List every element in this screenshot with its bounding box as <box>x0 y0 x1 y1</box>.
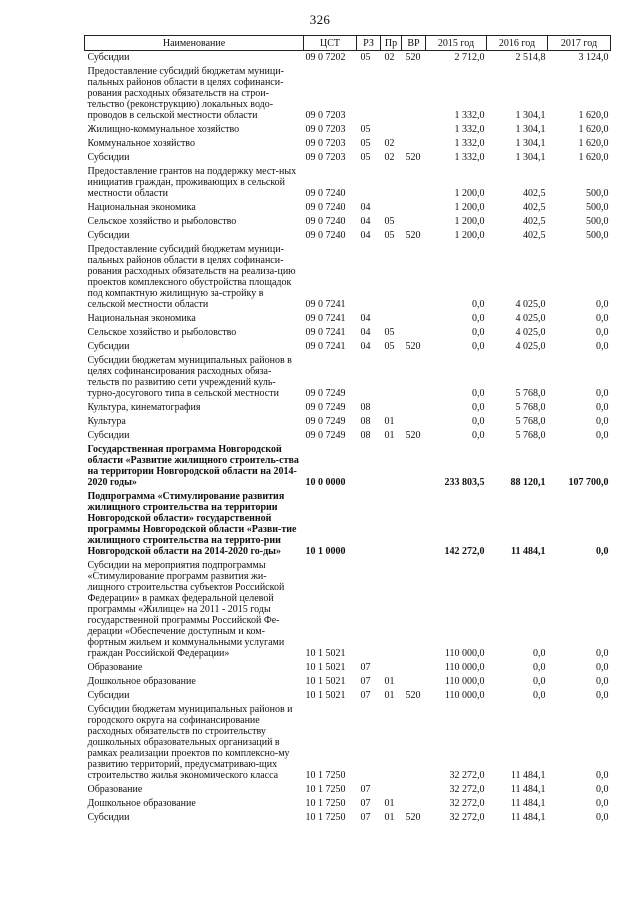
row-rz: 07 <box>360 784 371 795</box>
row-cst: 09 0 7241 <box>305 313 346 324</box>
row-rz <box>357 703 381 783</box>
row-rz: 08 <box>360 430 371 441</box>
row-rz <box>357 354 381 401</box>
row-2015: 110 000,0 <box>444 662 485 673</box>
row-rz: 05 <box>360 152 371 163</box>
row-2016: 11 484,1 <box>510 812 546 823</box>
row-2016: 0,0 <box>533 662 546 673</box>
row-name: Сельское хозяйство и рыболовство <box>87 216 237 227</box>
row-cst: 10 1 7250 <box>305 812 346 823</box>
row-2017: 0,0 <box>596 341 609 352</box>
row-cst: 10 1 0000 <box>305 546 346 557</box>
table-row <box>85 201 611 215</box>
row-pr <box>381 490 402 559</box>
row-pr: 01 <box>384 798 395 809</box>
table-row <box>85 429 611 443</box>
row-name: Субсидии <box>87 152 130 163</box>
row-rz: 07 <box>360 690 371 701</box>
row-name: Дошкольное образование <box>87 676 196 687</box>
table-row <box>85 65 611 123</box>
row-rz <box>357 243 381 312</box>
row-2016: 5 768,0 <box>515 388 546 399</box>
row-2015: 1 332,0 <box>454 110 485 121</box>
table-row <box>85 675 611 689</box>
row-2017: 0,0 <box>596 784 609 795</box>
row-2016: 5 768,0 <box>515 430 546 441</box>
row-pr: 01 <box>384 416 395 427</box>
row-2017: 0,0 <box>596 313 609 324</box>
table-row <box>85 689 611 703</box>
row-2016: 11 484,1 <box>510 798 546 809</box>
row-cst: 09 0 7202 <box>305 52 346 63</box>
row-pr: 05 <box>384 341 395 352</box>
row-cst: 09 0 7241 <box>305 299 346 310</box>
row-pr: 05 <box>384 327 395 338</box>
row-2017: 0,0 <box>596 388 609 399</box>
row-name: Предоставление грантов на поддержку мест-ных инициатив граждан, проживающих в сельской местности области <box>87 166 297 199</box>
row-2017: 500,0 <box>586 188 609 199</box>
row-vr <box>402 201 426 215</box>
table-row <box>85 443 611 490</box>
row-pr <box>381 243 402 312</box>
row-name: Субсидии <box>87 52 130 63</box>
row-2017: 0,0 <box>596 327 609 338</box>
row-2015: 32 272,0 <box>449 812 485 823</box>
row-pr: 01 <box>384 430 395 441</box>
row-2015: 0,0 <box>472 341 485 352</box>
row-name: Культура, кинематография <box>87 402 201 413</box>
row-cst: 09 0 7249 <box>305 430 346 441</box>
table-row <box>85 354 611 401</box>
row-2016: 88 120,1 <box>510 477 546 488</box>
row-2016: 0,0 <box>533 690 546 701</box>
row-name: Культура <box>87 416 126 427</box>
row-2016: 1 304,1 <box>515 124 546 135</box>
row-pr <box>381 559 402 661</box>
row-2017: 0,0 <box>596 770 609 781</box>
table-row <box>85 490 611 559</box>
page-number: 326 <box>309 12 331 27</box>
table-header <box>85 36 611 51</box>
table-row <box>85 661 611 675</box>
row-cst: 10 1 7250 <box>305 798 346 809</box>
row-cst: 10 1 7250 <box>305 784 346 795</box>
row-2015: 0,0 <box>472 402 485 413</box>
row-2015: 1 200,0 <box>454 202 485 213</box>
row-2015: 1 332,0 <box>454 152 485 163</box>
row-pr: 02 <box>384 138 395 149</box>
row-rz: 04 <box>360 230 371 241</box>
table-row <box>85 243 611 312</box>
row-2016: 1 304,1 <box>515 152 546 163</box>
row-vr <box>402 703 426 783</box>
row-2017: 0,0 <box>596 430 609 441</box>
row-name: Сельское хозяйство и рыболовство <box>87 327 237 338</box>
row-vr <box>402 490 426 559</box>
row-2015: 142 272,0 <box>444 546 485 557</box>
row-rz: 07 <box>360 676 371 687</box>
row-vr <box>402 401 426 415</box>
row-rz: 07 <box>360 812 371 823</box>
row-2016: 11 484,1 <box>510 770 546 781</box>
row-2017: 0,0 <box>596 662 609 673</box>
row-vr <box>402 415 426 429</box>
row-cst: 09 0 7249 <box>305 416 346 427</box>
table-row <box>85 797 611 811</box>
row-pr <box>381 661 402 675</box>
row-2016: 11 484,1 <box>510 784 546 795</box>
row-pr: 01 <box>384 676 395 687</box>
row-2015: 1 200,0 <box>454 188 485 199</box>
row-2017: 500,0 <box>586 216 609 227</box>
row-vr <box>402 675 426 689</box>
header-rz: РЗ <box>357 36 381 51</box>
row-name: Субсидии <box>87 690 130 701</box>
row-name: Субсидии <box>87 812 130 823</box>
row-2015: 110 000,0 <box>444 676 485 687</box>
row-2017: 0,0 <box>596 299 609 310</box>
row-pr: 05 <box>384 230 395 241</box>
row-rz: 04 <box>360 327 371 338</box>
row-pr <box>381 165 402 201</box>
table-row <box>85 559 611 661</box>
row-2017: 0,0 <box>596 416 609 427</box>
row-2016: 0,0 <box>533 676 546 687</box>
row-2016: 5 768,0 <box>515 416 546 427</box>
table-row <box>85 215 611 229</box>
table-row <box>85 340 611 354</box>
row-vr: 520 <box>405 812 421 823</box>
row-vr: 520 <box>405 52 421 63</box>
row-name: Национальная экономика <box>87 202 196 213</box>
row-2016: 402,5 <box>523 188 546 199</box>
row-2015: 0,0 <box>472 313 485 324</box>
row-2015: 1 332,0 <box>454 124 485 135</box>
row-2016: 4 025,0 <box>515 327 546 338</box>
row-pr <box>381 354 402 401</box>
row-name: Образование <box>87 784 143 795</box>
row-rz: 05 <box>360 52 371 63</box>
row-2015: 233 803,5 <box>444 477 485 488</box>
row-cst: 09 0 7241 <box>305 327 346 338</box>
row-2015: 1 200,0 <box>454 230 485 241</box>
row-vr <box>402 65 426 123</box>
row-2015: 0,0 <box>472 416 485 427</box>
row-2017: 1 620,0 <box>578 110 609 121</box>
row-pr <box>381 703 402 783</box>
row-rz: 05 <box>360 138 371 149</box>
row-name: Субсидии <box>87 341 130 352</box>
row-vr <box>402 797 426 811</box>
table-row <box>85 165 611 201</box>
row-2017: 0,0 <box>596 812 609 823</box>
row-pr <box>381 201 402 215</box>
row-cst: 09 0 7203 <box>305 152 346 163</box>
row-rz: 05 <box>360 124 371 135</box>
header-2016: 2016 год <box>487 36 548 51</box>
row-2017: 500,0 <box>586 230 609 241</box>
row-cst: 10 1 5021 <box>305 648 346 659</box>
row-vr: 520 <box>405 430 421 441</box>
row-pr <box>381 65 402 123</box>
row-cst: 10 1 5021 <box>305 690 346 701</box>
row-rz: 04 <box>360 341 371 352</box>
row-cst: 09 0 7203 <box>305 124 346 135</box>
row-2017: 1 620,0 <box>578 124 609 135</box>
row-rz <box>357 490 381 559</box>
row-2017: 500,0 <box>586 202 609 213</box>
row-2016: 4 025,0 <box>515 341 546 352</box>
table-row <box>85 229 611 243</box>
table-row <box>85 151 611 165</box>
row-2015: 0,0 <box>472 388 485 399</box>
table-row <box>85 326 611 340</box>
row-2016: 402,5 <box>523 202 546 213</box>
table-row <box>85 123 611 137</box>
row-cst: 09 0 7240 <box>305 230 346 241</box>
row-2015: 0,0 <box>472 430 485 441</box>
row-cst: 10 1 5021 <box>305 662 346 673</box>
row-2017: 0,0 <box>596 798 609 809</box>
row-rz <box>357 165 381 201</box>
row-vr <box>402 243 426 312</box>
row-vr <box>402 559 426 661</box>
row-rz: 08 <box>360 402 371 413</box>
row-2016: 11 484,1 <box>511 546 546 557</box>
table-row <box>85 415 611 429</box>
row-cst: 10 1 7250 <box>305 770 346 781</box>
row-name: Субсидии бюджетам муниципальных районов в целях софинансирования расходных обяза-тельств по развитию сети учреждений куль-турно-досугового типа в сельской местности <box>87 355 292 399</box>
row-2015: 1 200,0 <box>454 216 485 227</box>
header-2015: 2015 год <box>426 36 487 51</box>
row-rz: 08 <box>360 416 371 427</box>
row-2015: 0,0 <box>472 299 485 310</box>
row-rz <box>357 443 381 490</box>
table-row <box>85 137 611 151</box>
row-cst: 10 1 5021 <box>305 676 346 687</box>
row-name: Предоставление субсидий бюджетам муници-пальных районов области в целях софинанси-рования расходных обязательств на строи-тельство (реконструкцию) локальных водо-проводов в сельской местности области <box>87 66 284 121</box>
table-row <box>85 51 611 66</box>
header-2017: 2017 год <box>548 36 611 51</box>
row-2015: 2 712,0 <box>454 52 485 63</box>
row-vr <box>402 443 426 490</box>
row-vr: 520 <box>405 690 421 701</box>
row-2015: 110 000,0 <box>444 690 485 701</box>
table-row <box>85 811 611 825</box>
table-row <box>85 783 611 797</box>
row-2017: 0,0 <box>596 676 609 687</box>
row-2015: 32 272,0 <box>449 784 485 795</box>
row-name: Подпрограмма «Стимулирование развития жилищного строительства на территории Новгородской области» государственной программы Новгородской области «Разви-тие жилищного строительства на террито-рии Новгородской области на 2014-2020 го-ды» <box>87 491 297 557</box>
row-pr <box>381 312 402 326</box>
row-name: Коммунальное хозяйство <box>87 138 195 149</box>
row-pr <box>381 783 402 797</box>
row-cst: 09 0 7240 <box>305 188 346 199</box>
row-name: Дошкольное образование <box>87 798 196 809</box>
row-cst: 09 0 7203 <box>305 138 346 149</box>
row-2015: 32 272,0 <box>449 798 485 809</box>
table-row <box>85 401 611 415</box>
row-2016: 5 768,0 <box>515 402 546 413</box>
header-name: Наименование <box>85 36 304 51</box>
header-row <box>85 36 611 51</box>
row-rz <box>357 65 381 123</box>
row-cst: 09 0 7203 <box>305 110 346 121</box>
row-2017: 0,0 <box>596 648 609 659</box>
row-2016: 2 514,8 <box>515 52 546 63</box>
row-rz: 04 <box>360 313 371 324</box>
row-pr: 02 <box>384 152 395 163</box>
row-name: Жилищно-коммунальное хозяйство <box>87 124 240 135</box>
row-name: Субсидии на мероприятия подпрограммы «Стимулирование программ развития жи-лищного строительства субъектов Российской Федерации» в рамках федеральной целевой программы «Жилище» на 2011 - 2015 годы государственной программы Российской Фе-дерации «Обеспечение доступным и ком-фортным жильем и коммунальными услугами граждан Российской Федерации» <box>87 560 285 659</box>
row-2017: 0,0 <box>596 690 609 701</box>
row-2015: 0,0 <box>472 327 485 338</box>
row-cst: 10 0 0000 <box>305 477 346 488</box>
table-row <box>85 703 611 783</box>
row-vr <box>402 783 426 797</box>
header-cst: ЦСТ <box>304 36 357 51</box>
row-vr <box>402 661 426 675</box>
row-cst: 09 0 7249 <box>305 388 346 399</box>
table-body <box>85 51 611 826</box>
row-pr: 02 <box>384 52 395 63</box>
row-pr <box>381 123 402 137</box>
row-rz: 04 <box>360 202 371 213</box>
table-row <box>85 312 611 326</box>
row-vr <box>402 326 426 340</box>
row-cst: 09 0 7241 <box>305 341 346 352</box>
row-vr: 520 <box>405 152 421 163</box>
row-2017: 0,0 <box>596 402 609 413</box>
row-2017: 3 124,0 <box>578 52 609 63</box>
row-rz: 07 <box>360 798 371 809</box>
row-vr <box>402 165 426 201</box>
row-name: Субсидии <box>87 230 130 241</box>
row-name: Субсидии бюджетам муниципальных районов и городского округа на софинансирование расходных обязательств по строительству дошкольных образовательных организаций в рамках реализации проектов по комплексно-му развитию территорий, предусматриваю-щих строительство жилья экономического класса <box>87 704 293 781</box>
row-2016: 4 025,0 <box>515 299 546 310</box>
row-vr <box>402 123 426 137</box>
row-pr <box>381 443 402 490</box>
row-vr: 520 <box>405 341 421 352</box>
row-vr <box>402 312 426 326</box>
row-rz: 07 <box>360 662 371 673</box>
row-2015: 110 000,0 <box>444 648 485 659</box>
row-2016: 402,5 <box>523 216 546 227</box>
row-pr: 01 <box>384 812 395 823</box>
header-vr: ВР <box>402 36 426 51</box>
row-vr: 520 <box>405 230 421 241</box>
row-2017: 1 620,0 <box>578 152 609 163</box>
row-2017: 1 620,0 <box>578 138 609 149</box>
row-vr <box>402 215 426 229</box>
budget-table <box>84 35 611 825</box>
row-pr: 05 <box>384 216 395 227</box>
row-name: Государственная программа Новгородской области «Развитие жилищного строитель-ства на территории Новгородской области на 2014-2020 годы» <box>87 444 299 488</box>
row-rz: 04 <box>360 216 371 227</box>
row-name: Субсидии <box>87 430 130 441</box>
row-2017: 107 700,0 <box>568 477 609 488</box>
row-vr <box>402 137 426 151</box>
header-pr: Пр <box>381 36 402 51</box>
row-pr <box>381 401 402 415</box>
row-name: Предоставление субсидий бюджетам муници-пальных районов области в целях софинанси-рования расходных обязательств на реализа-цию проектов комплексного обустройства площадок под компактную жилищную за-стройку в сельской местности области <box>87 244 296 310</box>
row-cst: 09 0 7240 <box>305 202 346 213</box>
row-2016: 0,0 <box>533 648 546 659</box>
row-2015: 1 332,0 <box>454 138 485 149</box>
row-2016: 1 304,1 <box>515 138 546 149</box>
row-cst: 09 0 7249 <box>305 402 346 413</box>
row-2015: 32 272,0 <box>449 770 485 781</box>
row-2017: 0,0 <box>596 546 609 557</box>
row-vr <box>402 354 426 401</box>
row-cst: 09 0 7240 <box>305 216 346 227</box>
row-pr: 01 <box>384 690 395 701</box>
row-2016: 4 025,0 <box>515 313 546 324</box>
row-2016: 1 304,1 <box>515 110 546 121</box>
row-rz <box>357 559 381 661</box>
row-2016: 402,5 <box>523 230 546 241</box>
row-name: Образование <box>87 662 143 673</box>
row-name: Национальная экономика <box>87 313 196 324</box>
